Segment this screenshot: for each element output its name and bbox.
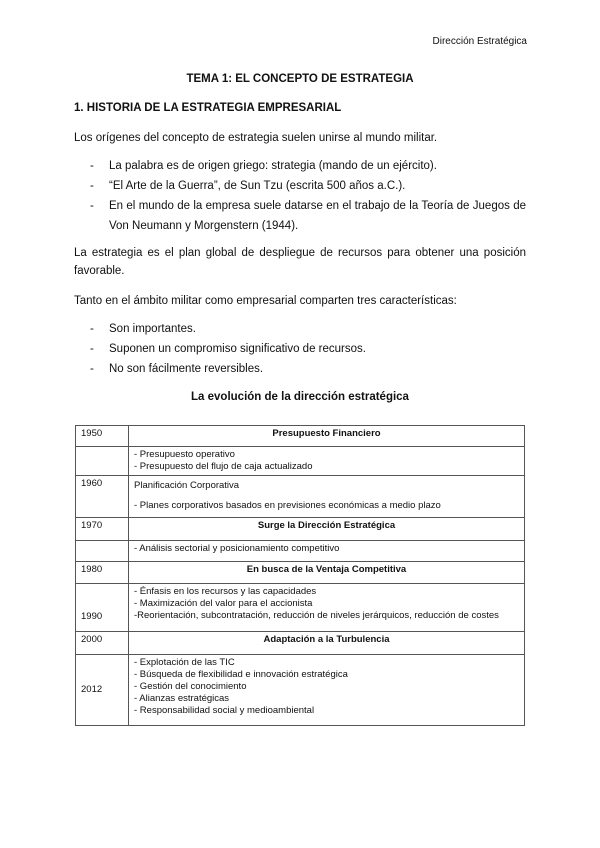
year-cell: 1970 — [76, 518, 129, 541]
list-item — [74, 196, 526, 236]
era-heading: En busca de la Ventaja Competitiva — [129, 562, 525, 584]
year-cell: 2000 — [76, 632, 129, 655]
running-header: Dirección Estratégica — [432, 36, 527, 47]
list-item — [74, 176, 526, 196]
year-cell: 1950 — [76, 426, 129, 447]
list-item — [74, 339, 526, 359]
item: - Presupuesto operativo — [134, 449, 235, 460]
dash: - — [90, 343, 94, 355]
table-row — [76, 584, 525, 632]
item-text: En el mundo de la empresa suele datarse en el trabajo de la Teoría de Juegos de Von Neumann y Morgenstern (1944). — [109, 200, 526, 232]
year-cell — [76, 447, 129, 476]
evolution-table — [75, 425, 525, 726]
dash: - — [90, 160, 94, 172]
era-heading: Surge la Dirección Estratégica — [129, 518, 525, 541]
item-text: Son importantes. — [109, 323, 196, 335]
intro-paragraph: Los orígenes del concepto de estrategia suelen unirse al mundo militar. — [74, 132, 438, 144]
item: - Maximización del valor para el accionista — [134, 598, 313, 609]
year-cell: 1990 — [76, 584, 129, 632]
era-heading: Adaptación a la Turbulencia — [129, 632, 525, 655]
table-row — [76, 632, 525, 655]
items-cell — [129, 476, 525, 518]
item: - Planes corporativos basados en previsiones económicas a medio plazo — [134, 500, 441, 511]
definition-paragraph: La estrategia es el plan global de despliegue de recursos para obtener una posición favorable. — [74, 247, 526, 277]
item-text: No son fácilmente reversibles. — [109, 363, 264, 375]
item: -Reorientación, subcontratación, reducción de niveles jerárquicos, reducción de costes — [134, 610, 499, 621]
year-cell: 1960 — [76, 476, 129, 518]
list-item — [74, 319, 526, 339]
item: - Gestión del conocimiento — [134, 681, 247, 692]
items-cell — [129, 447, 525, 476]
item: - Alianzas estratégicas — [134, 693, 230, 704]
table-row — [76, 562, 525, 584]
item-text: La palabra es de origen griego: strategia (mando de un ejército). — [109, 160, 437, 172]
characteristics-intro: Tanto en el ámbito militar como empresarial comparten tres características: — [74, 295, 457, 307]
characteristics-list — [74, 319, 526, 379]
item-text: Suponen un compromiso significativo de recursos. — [109, 343, 366, 355]
page-title: TEMA 1: EL CONCEPTO DE ESTRATEGIA — [186, 73, 414, 85]
table-row — [76, 426, 525, 447]
item-text: “El Arte de la Guerra”, de Sun Tzu (escrita 500 años a.C.). — [109, 180, 406, 192]
table-caption: La evolución de la dirección estratégica — [191, 391, 409, 403]
year-cell — [76, 541, 129, 562]
item: - Explotación de las TIC — [134, 657, 235, 668]
section-heading: 1. HISTORIA DE LA ESTRATEGIA EMPRESARIAL — [74, 102, 342, 114]
origins-list — [74, 156, 526, 236]
table-row — [76, 518, 525, 541]
table-row — [76, 541, 525, 562]
items-cell: - Análisis sectorial y posicionamiento competitivo — [129, 541, 525, 562]
table-row — [76, 655, 525, 726]
table-row — [76, 476, 525, 518]
dash: - — [90, 323, 94, 335]
dash: - — [90, 363, 94, 375]
item: - Responsabilidad social y medioambiental — [134, 705, 315, 716]
item: - Énfasis en los recursos y las capacidades — [134, 586, 317, 597]
dash: - — [90, 180, 94, 192]
era-heading: Planificación Corporativa — [134, 480, 240, 491]
list-item — [74, 156, 526, 176]
year-cell: 1980 — [76, 562, 129, 584]
item: - Presupuesto del flujo de caja actualizado — [134, 461, 313, 472]
items-cell — [129, 584, 525, 632]
list-item — [74, 359, 526, 379]
year-cell: 2012 — [76, 655, 129, 726]
dash: - — [90, 200, 94, 212]
items-cell — [129, 655, 525, 726]
item: - Búsqueda de flexibilidad e innovación estratégica — [134, 669, 348, 680]
era-heading: Presupuesto Financiero — [129, 426, 525, 447]
table-row — [76, 447, 525, 476]
